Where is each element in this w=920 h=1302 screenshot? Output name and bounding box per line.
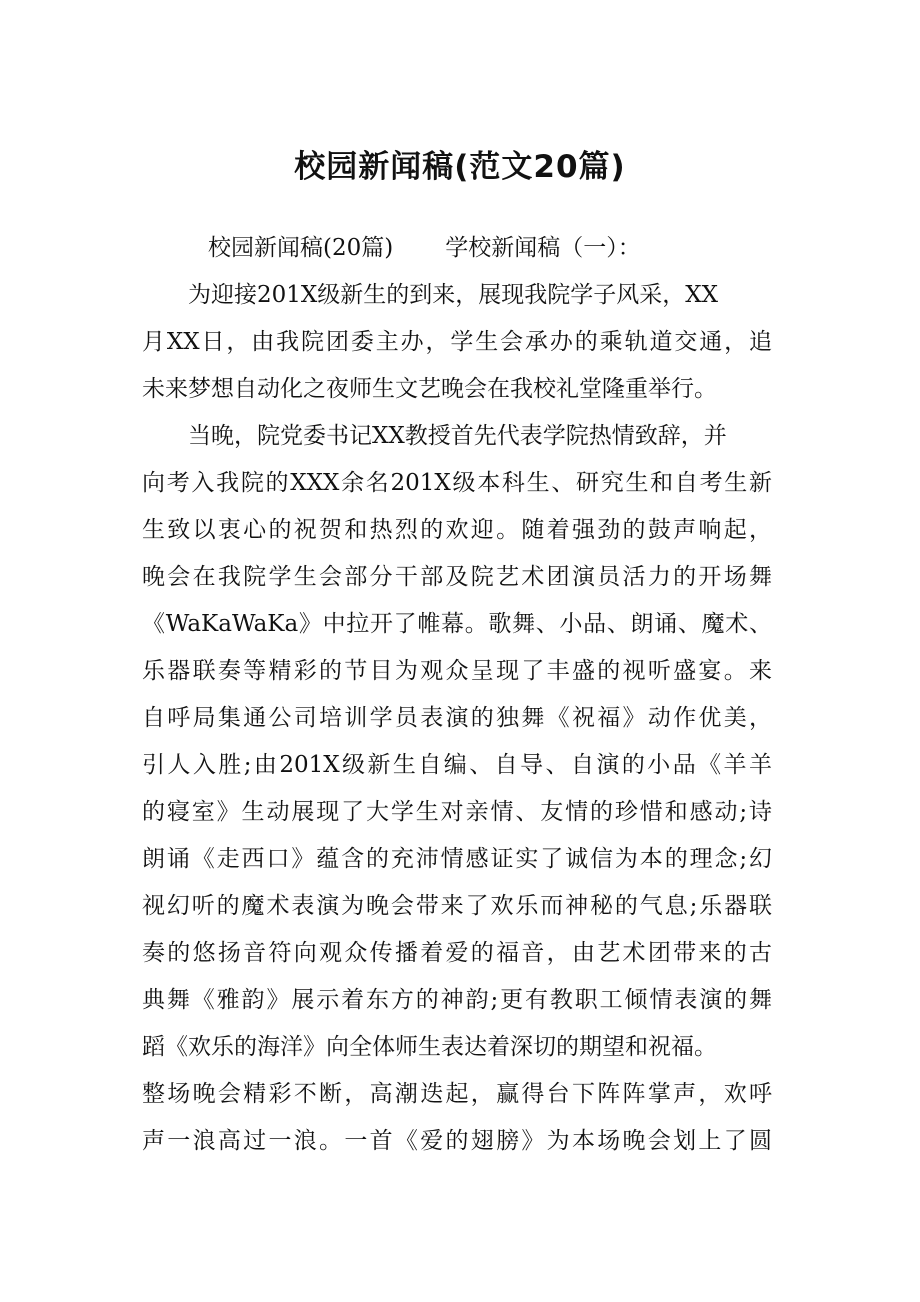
paragraph-line: 向考入我院的XXX余名201X级本科生、研究生和自考生新 xyxy=(142,470,772,496)
document-title: 校园新闻稿(范文20篇) xyxy=(294,149,626,185)
paragraph-line: 生致以衷心的祝贺和热烈的欢迎。随着强劲的鼓声响起， xyxy=(142,517,772,543)
paragraph-line: 典舞《雅韵》展示着东方的神韵;更有教职工倾情表演的舞 xyxy=(142,987,772,1013)
paragraph-line: 视幻听的魔术表演为晚会带来了欢乐而神秘的气息;乐器联 xyxy=(142,893,772,919)
paragraph-line: 自呼局集通公司培训学员表演的独舞《祝福》动作优美， xyxy=(142,705,772,731)
paragraph-line: 声一浪高过一浪。一首《爱的翅膀》为本场晚会划上了圆 xyxy=(142,1128,772,1154)
paragraph-line: 乐器联奏等精彩的节目为观众呈现了丰盛的视听盛宴。来 xyxy=(142,658,772,684)
subtitle-right: 学校新闻稿（一）： xyxy=(445,235,641,261)
document-body xyxy=(142,225,772,1165)
paragraph-line: 当晚，院党委书记XX教授首先代表学院热情致辞，并 xyxy=(188,423,727,449)
paragraph-line: 晚会在我院学生会部分干部及院艺术团演员活力的开场舞 xyxy=(142,564,772,590)
paragraph-line: 蹈《欢乐的海洋》向全体师生表达着深切的期望和祝福。 xyxy=(142,1034,717,1060)
paragraph-line: 为迎接201X级新生的到来，展现我院学子风采，XX xyxy=(188,282,719,308)
paragraph-line: 奏的悠扬音符向观众传播着爱的福音，由艺术团带来的古 xyxy=(142,940,772,966)
paragraph-line: 月XX日，由我院团委主办，学生会承办的乘轨道交通，追 xyxy=(142,329,772,355)
paragraph-line: 《WaKaWaKa》中拉开了帷幕。歌舞、小品、朗诵、魔术、 xyxy=(142,611,772,637)
subtitle-line xyxy=(142,225,772,272)
paragraph-line: 的寝室》生动展现了大学生对亲情、友情的珍惜和感动;诗 xyxy=(142,799,772,825)
paragraph-line: 引人入胜;由201X级新生自编、自导、自演的小品《羊羊 xyxy=(142,752,772,778)
subtitle-left: 校园新闻稿(20篇) xyxy=(208,235,394,261)
paragraph-line: 未来梦想自动化之夜师生文艺晚会在我校礼堂隆重举行。 xyxy=(142,376,717,402)
paragraph-line: 朗诵《走西口》蕴含的充沛情感证实了诚信为本的理念;幻 xyxy=(142,846,772,872)
paragraph-line: 整场晚会精彩不断，高潮迭起，赢得台下阵阵掌声，欢呼 xyxy=(142,1081,772,1107)
